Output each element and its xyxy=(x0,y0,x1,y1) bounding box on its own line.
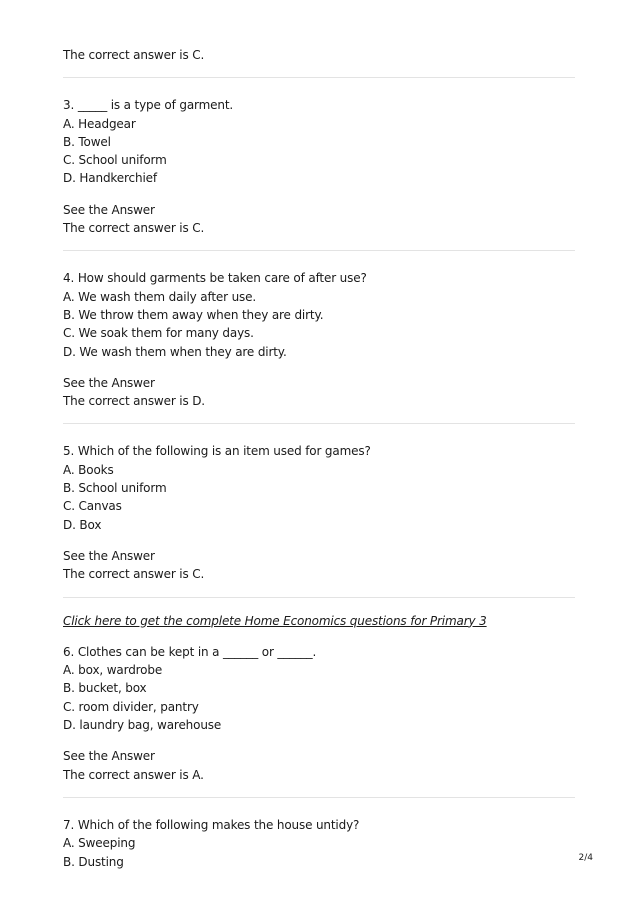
question-block-5 xyxy=(63,442,575,583)
answer-text: The correct answer is A. xyxy=(63,767,204,782)
option-b: B. bucket, box xyxy=(63,681,147,696)
option-d: D. We wash them when they are dirty. xyxy=(63,344,287,359)
question-block-7 xyxy=(63,816,575,871)
question-block-4 xyxy=(63,269,575,410)
answer-text: The correct answer is D. xyxy=(63,394,205,409)
question-text: 5. Which of the following is an item used for games? xyxy=(63,444,371,459)
option-d: D. Box xyxy=(63,517,102,532)
question-block-3 xyxy=(63,96,575,237)
see-answer-link[interactable]: See the Answer xyxy=(63,375,155,390)
option-a: A. Sweeping xyxy=(63,836,136,851)
see-answer-link[interactable]: See the Answer xyxy=(63,548,155,563)
option-b: B. School uniform xyxy=(63,481,167,496)
question-text: 4. How should garments be taken care of after use? xyxy=(63,271,367,286)
option-a: A. Headgear xyxy=(63,116,136,131)
page-number: 2/4 xyxy=(578,853,593,863)
option-b: B. Towel xyxy=(63,134,111,149)
answer-text: The correct answer is C. xyxy=(63,567,205,582)
complete-questions-link[interactable]: Click here to get the complete Home Economics questions for Primary 3 xyxy=(63,613,487,628)
answer-text: The correct answer is C. xyxy=(63,48,205,62)
document-page xyxy=(63,0,575,871)
option-a: A. box, wardrobe xyxy=(63,663,163,678)
option-c: C. School uniform xyxy=(63,153,167,168)
question-text: 3. _____ is a type of garment. xyxy=(63,98,234,113)
option-d: D. Handkerchief xyxy=(63,171,157,186)
option-a: A. We wash them daily after use. xyxy=(63,289,257,304)
option-a: A. Books xyxy=(63,462,114,477)
question-text: 7. Which of the following makes the house untidy? xyxy=(63,817,360,832)
option-d: D. laundry bag, warehouse xyxy=(63,718,222,733)
option-b: B. Dusting xyxy=(63,854,124,869)
see-answer-link[interactable]: See the Answer xyxy=(63,202,155,217)
option-c: C. We soak them for many days. xyxy=(63,326,254,341)
option-b: B. We throw them away when they are dirty. xyxy=(63,307,324,322)
option-c: C. Canvas xyxy=(63,499,122,514)
option-c: C. room divider, pantry xyxy=(63,699,199,714)
answer-text: The correct answer is C. xyxy=(63,221,205,236)
see-answer-link[interactable]: See the Answer xyxy=(63,749,155,764)
question-block-6 xyxy=(63,643,575,784)
question-text: 6. Clothes can be kept in a ______ or ______. xyxy=(63,644,317,659)
